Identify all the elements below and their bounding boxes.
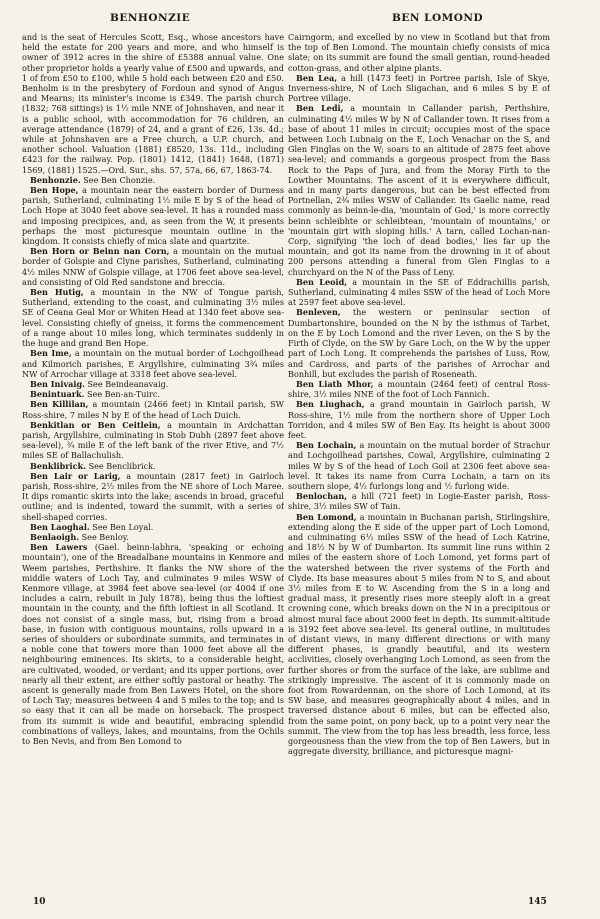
entry-paragraph [22, 287, 284, 348]
entry-text: See Ben Chonzie. [80, 174, 156, 185]
entry-text: See Ben-an-Tuirc. [84, 389, 161, 400]
entry-paragraph [22, 522, 284, 532]
entry-headword: Ben Hope, [30, 185, 79, 196]
running-header [0, 10, 600, 30]
entry-headword: Ben Ledi, [296, 103, 344, 114]
signature-mark: 10 [33, 897, 46, 907]
entry-paragraph [288, 491, 550, 511]
left-column [22, 32, 284, 894]
entry-headword: Ben Hutig, [30, 287, 84, 298]
entry-text: a mountain (2817 feet) in Gairloch parish, Ross-shire, 2½ miles from the NE shore of Loch Maree. It dips romantic skirts into the lake; ascends in broad, graceful outline; and is indented, toward the summit, with a series of shell-shaped corries. [22, 470, 284, 522]
entry-paragraph [22, 32, 284, 175]
entry-headword: Ben Lea, [296, 72, 338, 83]
entry-headword: Benlaoigh. [30, 531, 80, 542]
entry-paragraph [22, 348, 284, 379]
header-right-title: BEN LOMOND [392, 12, 484, 24]
entry-text: See Benclibrick. [86, 460, 156, 471]
entry-headword: Benlochan, [296, 491, 348, 502]
entry-paragraph [22, 420, 284, 461]
entry-paragraph [22, 399, 284, 419]
entry-headword: Ben Laoghal. [30, 521, 90, 532]
entry-headword: Ben Lomond, [296, 511, 357, 522]
entry-paragraph [288, 512, 550, 757]
entry-headword: Ben Lawers [30, 542, 88, 553]
entry-headword: Ben Liath Mhor, [296, 378, 374, 389]
entry-paragraph [288, 73, 550, 104]
entry-text: See Ben Loyal. [89, 521, 154, 532]
entry-text: a mountain near the eastern border of Durness parish, Sutherland, culminating 1½ mile E by S of the head of Loch Hope at 3040 feet above sea-level. It has a rounded mass and imposing precipices, and, as seen from the W, it presents perhaps the most picturesque mountain outline in the kingdom. It consists chiefly of mica slate and quartzite. [22, 185, 284, 247]
entry-text: (Gael. beinn-labhra, 'speaking or echoing mountain'), one of the Breadalbane mountains in Kenmore and Weem parishes, Perthshire. It flanks the NW shore of the middle waters of Loch Tay, and culminates 9 miles WSW of Kenmore village, at 3984 feet above sea-level (or 4004 if one includes a cairn, rebuilt in July 1878), being thus the loftiest mountain in the county, and the fifth loftiest in all Scotland. It does not consist of a single mass, but, rising from a broad base, in fusion with contiguous mountains, rolls upward in a series of shoulders or subordinate summits, and terminates in a noble cone that towers more than 1000 feet above all the neighbouring eminences. Its skirts, to a considerable height, are cultivated, wooded, or verdant; and its upper portions, over nearly all their extent, are either softly pastoral or heathy. The ascent is generally made from Ben Lawers Hotel, on the shore of Loch Tay; measures between 4 and 5 miles to the top; and is so easy that it can all be made on horseback. The prospect from its summit is wide and beautiful, embracing splendid combinations of valleys, lakes, and mountains, from the Ochils to Ben Nevis, and from Ben Lomond to [22, 542, 284, 747]
header-left-title: BENHONZIE [110, 12, 191, 24]
entry-headword: Ben Lochain, [296, 440, 357, 451]
entry-headword: Ben Ime, [30, 348, 72, 359]
entry-text: and is the seat of Hercules Scott, Esq., whose ancestors have held the estate for 200 years and more, and who himself is owner of 3912 acres in the shire of £5388 annual value. One other proprietor holds a yearly value of £500 and upwards, and 1 of from £50 to £100, while 5 hold each between £20 and £50. Benholm is in the presbytery of Fordoun and synod of Angus and Mearns; its minister's income is £349. The parish church (1832; 768 sittings) is 1½ mile NNE of Johnshaven, and near it is a public school, with accommodation for 76 children, an average attendance (1879) of 24, and a grant of £26, 13s. 4d.; while at Johnshaven are a Free church, a U.P. church, and another school. Valuation (1881) £8520, 13s. 11d., including £423 for the railway. Pop. (1801) 1412, (1841) 1648, (1871) 1569, (1881) 1525.—Ord. Sur., shs. 57, 57a, 66, 67, 1863-74. [22, 32, 284, 175]
entry-paragraph [22, 542, 284, 746]
entry-paragraph [22, 532, 284, 542]
entry-paragraph [22, 185, 284, 246]
entry-text: a grand mountain in Gairloch parish, W Ross-shire, 1½ mile from the northern shore of Upper Loch Torridon, and 4 miles SW of Ben Eay. Its height is about 3000 feet. [288, 399, 550, 440]
entry-paragraph [288, 307, 550, 378]
entry-text: a mountain on the mutual border of Strachur and Lochgoilhead parishes, Cowal, Argyllshire, culminating 2 miles W by S of the head of Loch Goil at 2306 feet above sea-level. It takes its name from Curra Lochain, a tarn on its southern slope, 4½ furlongs long and ½ furlong wide. [288, 440, 550, 491]
entry-text: a mountain in the SE of Eddrachillis parish, Sutherland, culminating 4 miles SSW of the head of Loch More at 2597 feet above sea-level. [288, 276, 550, 308]
entry-headword: Ben Leoid, [296, 276, 348, 287]
entry-paragraph [22, 461, 284, 471]
entry-text: a mountain on the mutual border of Golspie and Clyne parishes, Sutherland, culminating 4½ miles NNW of Golspie village, at 1706 feet above sea-level, and consisting of Old Red sandstone and breccia. [22, 246, 284, 287]
entry-text: a hill (1473 feet) in Portree parish, Isle of Skye, Inverness-shire, N of Loch Sligachan, and 6 miles S by E of Portree village. [288, 72, 550, 104]
right-column [288, 32, 550, 894]
entry-paragraph [22, 389, 284, 399]
entry-headword: Benhonzie. [30, 174, 81, 185]
entry-paragraph [288, 277, 550, 308]
entry-paragraph [288, 440, 550, 491]
page-number: 145 [528, 897, 547, 907]
entry-paragraph [22, 471, 284, 522]
entry-headword: Benklibrick. [30, 460, 86, 471]
entry-paragraph [288, 379, 550, 399]
entry-headword: Ben Lair or Larig, [30, 470, 121, 481]
entry-text: a mountain in Buchanan parish, Stirlingshire, extending along the E side of the upper part of Loch Lomond, and culminating 6½ miles SSW of the head of Loch Katrine, and 18½ N by W of Dumbarton. Its summit line runs within 2 miles of the eastern shore of Loch Lomond, yet forms part of the watershed between the river systems of the Forth and Clyde. Its base measures about 5 miles from N to S, and about 3½ miles from E to W. Ascending from the S in a long and gradual mass, it presently rises more steeply aloft in a great crowning cone, which breaks down on the N in a precipitous or almost mural face about 2000 feet in depth. Its summit-altitude is 3192 feet above sea-level. Its general outline, in multitudes of distant views, in many different directions or with many different phases, is grandly beautiful, and its western acclivities, closely overhanging Loch Lomond, as seen from the further shores or from the surface of the lake, are sublime and strikingly impressive. The ascent of it is commonly made on foot from Rowardennan, on the shore of Loch Lomond, at its SW base, and measures geographically about 4 miles, and in traversed distance about 6 miles, but can be effected also, from the same point, on pony back, up to a point very near the summit. The view from the top has less breadth, less force, less gorgeousness than the view from the top of Ben Lawers, but in aggregate diversity, brilliance, and picturesque magni- [288, 511, 550, 757]
entry-text: See Benloy. [79, 531, 129, 542]
entry-headword: Ben Horn or Beinn nan Corn, [30, 246, 170, 257]
entry-text: a mountain in Callander parish, Perthshire, culminating 4½ miles W by N of Callander town. It rises from a base of about 11 miles in circuit; occupies most of the space between Loch Lubnaig on the E, Loch Venachar on the S, and Glen Finglas on the W; soars to an altitude of 2875 feet above sea-level; and commands a gorgeous prospect from the Bass Rock to the Paps of Jura, and from the Moray Firth to the Lowther Mountains. The ascent of it is everywhere difficult, and in many parts dangerous, but can be best effected from Portnellan, 2¾ miles WSW of Callander. Its Gaelic name, read commonly as beinn-le-dia, 'mountain of God,' is more correctly beinn schleibhte or schleibtean, 'mountain of mountains,' or 'mountain girt with sloping hills.' A tarn, called Lochan-nan-Corp, signifying 'the loch of dead bodies,' lies far up the mountain, and got its name from the drowning in it of about 200 persons attending a funeral from Glen Finglas to a churchyard on the N of the Pass of Leny. [288, 103, 550, 277]
entry-headword: Benleven, [296, 307, 341, 318]
entry-headword: Benintuark. [30, 389, 85, 400]
entry-paragraph [22, 246, 284, 287]
entry-text: a mountain in the NW of Tongue parish, Sutherland, extending to the coast, and culminating 3½ miles SE of Ceana Geal Mor or Whiten Head at 1340 feet above sea-level. Consisting chiefly of gneiss, it forms the commencement of a range about 10 miles long, which terminates suddenly in the huge and grand Ben Hope. [22, 287, 284, 349]
entry-text: the western or peninsular section of Dumbartonshire, bounded on the N by the isthmus of Tarbet, on the E by Loch Lomond and the river Leven, on the S by the Firth of Clyde, on the SW by Gare Loch, on the W by the upper part of Loch Long. It comprehends the parishes of Luss, Row, and Cardross, and parts of the parishes of Arrochar and Bonhill, but excludes the parish of Roseneath. [288, 307, 550, 379]
entry-paragraph [288, 32, 550, 73]
entry-headword: Ben Killilan, [30, 399, 89, 410]
entry-text: a mountain (2464 feet) of central Ross-shire, 3½ miles NNE of the foot of Loch Fannich. [288, 378, 550, 400]
entry-text: a mountain on the mutual border of Lochgoilhead and Kilmorich parishes, E Argyllshire, culminating 3¾ miles NW of Arrochar village at 3318 feet above sea-level. [22, 348, 284, 379]
entry-headword: Ben Liughach, [296, 399, 365, 410]
entry-paragraph [22, 379, 284, 389]
entry-headword: Ben Inivaig. [30, 378, 85, 389]
entry-text: See Beindeanavaig. [84, 378, 169, 389]
entry-text: a hill (721 feet) in Logie-Easter parish, Ross-shire, 3½ miles SW of Tain. [288, 491, 550, 512]
entry-text: Cairngorm, and excelled by no view in Scotland but that from the top of Ben Lomond. The mountain chiefly consists of mica slate; on its summit are found the small gentian, round-headed cotton-grass, and other alpine plants. [288, 32, 550, 73]
entry-text: a mountain in Ardchattan parish, Argyllshire, culminating in Stob Dubh (2897 feet above sea-level), ¾ mile E of the left bank of the river Etive, and 7½ miles SE of Ballachulish. [22, 419, 284, 461]
entry-text: a mountain (2466 feet) in Kintail parish, SW Ross-shire, 7 miles N by E of the head of Loch Duich. [22, 399, 284, 420]
entry-headword: Benkitlan or Ben Ceitlein, [30, 419, 161, 430]
entry-paragraph [288, 399, 550, 440]
entry-paragraph [288, 103, 550, 276]
entry-paragraph [22, 175, 284, 185]
